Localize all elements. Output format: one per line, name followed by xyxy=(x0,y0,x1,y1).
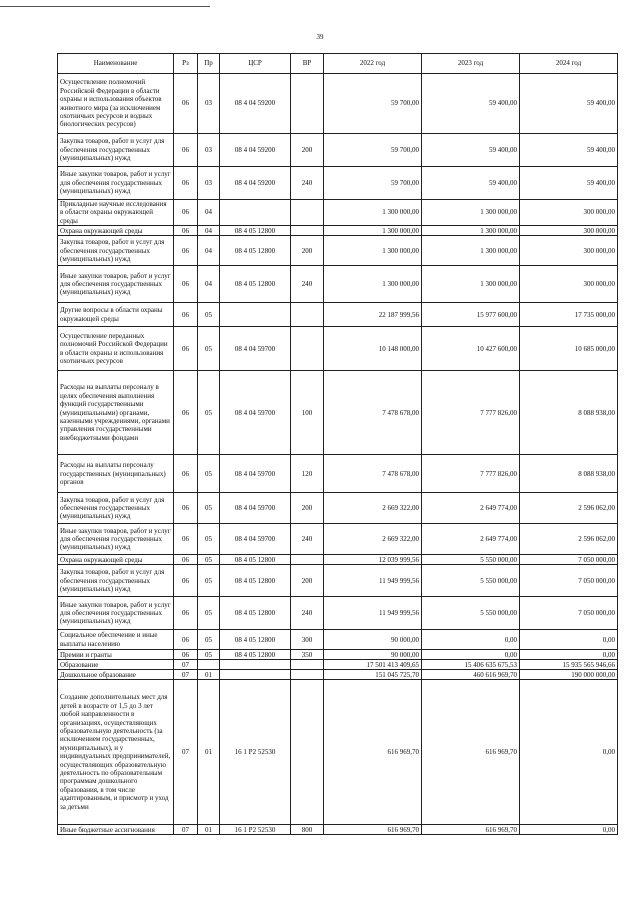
cell-2022: 616 969,70 xyxy=(324,825,422,835)
cell-2023: 460 616 969,70 xyxy=(422,670,520,680)
cell-2022: 17 501 413 409,65 xyxy=(324,660,422,670)
cell-name: Иные бюджетные ассигнования xyxy=(58,825,174,835)
cell-name: Другие вопросы в области охраны окружающей среды xyxy=(58,303,174,327)
cell-name: Расходы на выплаты персоналу государственных (муниципальных) органов xyxy=(58,455,174,493)
cell-pr: 04 xyxy=(198,266,220,303)
cell-vr: 200 xyxy=(291,134,324,167)
cell-name: Закупка товаров, работ и услуг для обеспечения государственных (муниципальных) нужд xyxy=(58,134,174,167)
cell-2023: 59 400,00 xyxy=(422,134,520,167)
cell-2023: 1 300 000,00 xyxy=(422,266,520,303)
cell-csr: 08 4 04 59700 xyxy=(220,327,291,371)
cell-vr: 350 xyxy=(291,650,324,660)
cell-rz: 07 xyxy=(174,670,198,680)
cell-2023: 616 969,70 xyxy=(422,825,520,835)
top-rule xyxy=(0,6,210,7)
cell-pr: 05 xyxy=(198,371,220,455)
cell-2024: 7 050 000,00 xyxy=(520,597,618,630)
cell-csr: 08 4 05 12800 xyxy=(220,630,291,650)
cell-rz: 06 xyxy=(174,597,198,630)
page-number: 39 xyxy=(316,33,324,41)
cell-2023: 1 300 000,00 xyxy=(422,226,520,236)
cell-csr xyxy=(220,660,291,670)
cell-name: Охрана окружающей среды xyxy=(58,226,174,236)
cell-2022: 7 478 678,00 xyxy=(324,371,422,455)
cell-csr: 08 4 05 12800 xyxy=(220,226,291,236)
cell-2024: 0,00 xyxy=(520,630,618,650)
cell-2024: 59 400,00 xyxy=(520,74,618,134)
cell-2023: 15 977 600,00 xyxy=(422,303,520,327)
header-2022: 2022 год xyxy=(324,54,422,74)
table-header-row xyxy=(58,54,618,74)
table-row xyxy=(58,825,618,835)
cell-vr xyxy=(291,200,324,226)
cell-vr: 800 xyxy=(291,825,324,835)
cell-pr: 03 xyxy=(198,134,220,167)
cell-csr xyxy=(220,200,291,226)
cell-csr: 08 4 04 59700 xyxy=(220,455,291,493)
cell-rz: 07 xyxy=(174,660,198,670)
cell-rz: 06 xyxy=(174,74,198,134)
cell-2024: 300 000,00 xyxy=(520,266,618,303)
cell-pr: 05 xyxy=(198,303,220,327)
cell-csr: 08 4 04 59200 xyxy=(220,134,291,167)
cell-pr: 04 xyxy=(198,200,220,226)
cell-name: Создание дополнительных мест для детей в возрасте от 1,5 до 3 лет любой направленности в организациях, осуществляющих образовательную деятельность (за исключением государственных, муниципальных), и у индивидуальных предпринимателей, осуществляющих образовательную деятельность по образовательным программам дошкольного образования, в том числе адаптированным, и присмотр и уход за детьми xyxy=(58,680,174,825)
cell-2023: 5 550 000,00 xyxy=(422,555,520,565)
cell-name: Дошкольное образование xyxy=(58,670,174,680)
cell-2023: 2 649 774,00 xyxy=(422,493,520,524)
cell-2023: 7 777 826,00 xyxy=(422,371,520,455)
table-row xyxy=(58,226,618,236)
cell-2023: 15 406 635 675,53 xyxy=(422,660,520,670)
cell-name: Образование xyxy=(58,660,174,670)
table-row xyxy=(58,167,618,200)
cell-2022: 10 148 000,00 xyxy=(324,327,422,371)
cell-vr: 100 xyxy=(291,371,324,455)
cell-csr: 08 4 05 12800 xyxy=(220,565,291,597)
cell-pr: 05 xyxy=(198,597,220,630)
cell-2024: 190 000 000,00 xyxy=(520,670,618,680)
table-row xyxy=(58,670,618,680)
table-row xyxy=(58,236,618,266)
cell-vr: 240 xyxy=(291,167,324,200)
cell-rz: 06 xyxy=(174,630,198,650)
cell-rz: 06 xyxy=(174,167,198,200)
cell-csr: 08 4 05 12800 xyxy=(220,555,291,565)
cell-pr: 04 xyxy=(198,236,220,266)
cell-vr: 200 xyxy=(291,565,324,597)
cell-csr: 16 1 P2 52530 xyxy=(220,680,291,825)
cell-rz: 06 xyxy=(174,236,198,266)
cell-vr xyxy=(291,303,324,327)
cell-name: Охрана окружающей среды xyxy=(58,555,174,565)
table-row xyxy=(58,565,618,597)
header-rz: Рз xyxy=(174,54,198,74)
cell-name: Расходы на выплаты персоналу в целях обеспечения выполнения функций государственными (муниципальными) органами, казенными учреждениями, органами управления государственными внебюджетными фондами xyxy=(58,371,174,455)
cell-csr xyxy=(220,303,291,327)
cell-2024: 15 935 565 946,66 xyxy=(520,660,618,670)
table-row xyxy=(58,327,618,371)
cell-rz: 07 xyxy=(174,825,198,835)
cell-vr: 240 xyxy=(291,597,324,630)
cell-pr: 05 xyxy=(198,630,220,650)
cell-2023: 0,00 xyxy=(422,630,520,650)
cell-pr: 05 xyxy=(198,524,220,555)
cell-csr: 16 1 P2 52530 xyxy=(220,825,291,835)
cell-csr: 08 4 04 59700 xyxy=(220,371,291,455)
cell-name: Иные закупки товаров, работ и услуг для обеспечения государственных (муниципальных) нужд xyxy=(58,167,174,200)
cell-2024: 17 735 000,00 xyxy=(520,303,618,327)
cell-2024: 59 400,00 xyxy=(520,134,618,167)
cell-rz: 06 xyxy=(174,455,198,493)
cell-name: Иные закупки товаров, работ и услуг для обеспечения государственных (муниципальных) нужд xyxy=(58,266,174,303)
table-row xyxy=(58,303,618,327)
table-row xyxy=(58,680,618,825)
cell-pr: 05 xyxy=(198,327,220,371)
cell-pr xyxy=(198,660,220,670)
cell-2024: 300 000,00 xyxy=(520,226,618,236)
cell-2024: 0,00 xyxy=(520,650,618,660)
cell-vr: 200 xyxy=(291,236,324,266)
cell-2022: 59 700,00 xyxy=(324,74,422,134)
cell-pr: 01 xyxy=(198,680,220,825)
cell-csr: 08 4 05 12800 xyxy=(220,266,291,303)
cell-name: Осуществление полномочий Российской Федерации в области охраны и использования объектов животного мира (за исключением охотничьих ресурсов и водных биологических ресурсов) xyxy=(58,74,174,134)
cell-rz: 06 xyxy=(174,327,198,371)
cell-csr: 08 4 04 59200 xyxy=(220,167,291,200)
cell-pr: 05 xyxy=(198,555,220,565)
cell-2022: 59 700,00 xyxy=(324,134,422,167)
cell-2022: 2 669 322,00 xyxy=(324,524,422,555)
table-row xyxy=(58,660,618,670)
header-2023: 2023 год xyxy=(422,54,520,74)
cell-2023: 1 300 000,00 xyxy=(422,200,520,226)
cell-csr: 08 4 04 59200 xyxy=(220,74,291,134)
cell-vr xyxy=(291,660,324,670)
cell-name: Социальное обеспечение и иные выплаты населению xyxy=(58,630,174,650)
cell-2022: 1 300 000,00 xyxy=(324,236,422,266)
cell-2024: 0,00 xyxy=(520,825,618,835)
cell-2022: 1 300 000,00 xyxy=(324,226,422,236)
cell-2024: 2 596 062,00 xyxy=(520,493,618,524)
cell-2023: 0,00 xyxy=(422,650,520,660)
cell-2024: 7 050 000,00 xyxy=(520,555,618,565)
header-name: Наименование xyxy=(58,54,174,74)
cell-rz: 06 xyxy=(174,565,198,597)
cell-name: Осуществление переданных полномочий Российской Федерации в области охраны и использования охотничьих ресурсов xyxy=(58,327,174,371)
cell-2024: 300 000,00 xyxy=(520,200,618,226)
cell-2023: 59 400,00 xyxy=(422,74,520,134)
table-row xyxy=(58,455,618,493)
cell-name: Закупка товаров, работ и услуг для обеспечения государственных (муниципальных) нужд xyxy=(58,236,174,266)
header-2024: 2024 год xyxy=(520,54,618,74)
cell-2024: 10 685 000,00 xyxy=(520,327,618,371)
cell-2024: 7 050 000,00 xyxy=(520,565,618,597)
table-row xyxy=(58,493,618,524)
table-row xyxy=(58,200,618,226)
table-row xyxy=(58,555,618,565)
table-row xyxy=(58,266,618,303)
cell-2022: 616 969,70 xyxy=(324,680,422,825)
cell-2024: 8 088 938,00 xyxy=(520,371,618,455)
header-vr: ВР xyxy=(291,54,324,74)
cell-rz: 06 xyxy=(174,226,198,236)
cell-vr: 200 xyxy=(291,493,324,524)
cell-2022: 7 478 678,00 xyxy=(324,455,422,493)
cell-2023: 59 400,00 xyxy=(422,167,520,200)
table-row xyxy=(58,371,618,455)
cell-csr: 08 4 05 12800 xyxy=(220,650,291,660)
cell-vr xyxy=(291,680,324,825)
cell-pr: 05 xyxy=(198,455,220,493)
cell-2023: 2 649 774,00 xyxy=(422,524,520,555)
cell-vr: 120 xyxy=(291,455,324,493)
cell-rz: 07 xyxy=(174,680,198,825)
cell-name: Закупка товаров, работ и услуг для обеспечения государственных (муниципальных) нужд xyxy=(58,565,174,597)
cell-2024: 2 596 062,00 xyxy=(520,524,618,555)
cell-csr: 08 4 04 59700 xyxy=(220,524,291,555)
cell-rz: 06 xyxy=(174,303,198,327)
header-pr: Пр xyxy=(198,54,220,74)
table-row xyxy=(58,524,618,555)
cell-pr: 03 xyxy=(198,74,220,134)
cell-rz: 06 xyxy=(174,371,198,455)
cell-2022: 11 949 999,56 xyxy=(324,565,422,597)
cell-2023: 1 300 000,00 xyxy=(422,236,520,266)
cell-name: Иные закупки товаров, работ и услуг для обеспечения государственных (муниципальных) нужд xyxy=(58,524,174,555)
cell-2023: 7 777 826,00 xyxy=(422,455,520,493)
cell-csr: 08 4 05 12800 xyxy=(220,236,291,266)
header-csr: ЦСР xyxy=(220,54,291,74)
cell-csr xyxy=(220,670,291,680)
cell-2023: 5 550 000,00 xyxy=(422,597,520,630)
cell-2022: 90 000,00 xyxy=(324,630,422,650)
cell-vr xyxy=(291,327,324,371)
cell-2022: 12 039 999,56 xyxy=(324,555,422,565)
cell-csr: 08 4 04 59700 xyxy=(220,493,291,524)
cell-2023: 10 427 600,00 xyxy=(422,327,520,371)
cell-vr: 240 xyxy=(291,266,324,303)
cell-pr: 01 xyxy=(198,670,220,680)
cell-2023: 5 550 000,00 xyxy=(422,565,520,597)
cell-rz: 06 xyxy=(174,200,198,226)
cell-2022: 11 949 999,56 xyxy=(324,597,422,630)
cell-pr: 05 xyxy=(198,650,220,660)
cell-vr xyxy=(291,74,324,134)
cell-rz: 06 xyxy=(174,134,198,167)
cell-2022: 1 300 000,00 xyxy=(324,266,422,303)
table-row xyxy=(58,650,618,660)
cell-vr: 240 xyxy=(291,524,324,555)
cell-2022: 22 187 999,56 xyxy=(324,303,422,327)
cell-2022: 59 700,00 xyxy=(324,167,422,200)
cell-pr: 05 xyxy=(198,493,220,524)
cell-rz: 06 xyxy=(174,524,198,555)
cell-2024: 0,00 xyxy=(520,680,618,825)
cell-2022: 90 000,00 xyxy=(324,650,422,660)
cell-name: Прикладные научные исследования в области охраны окружающей среды xyxy=(58,200,174,226)
cell-rz: 06 xyxy=(174,650,198,660)
cell-name: Закупка товаров, работ и услуг для обеспечения государственных (муниципальных) нужд xyxy=(58,493,174,524)
table-row xyxy=(58,134,618,167)
budget-table xyxy=(57,53,618,835)
cell-pr: 01 xyxy=(198,825,220,835)
cell-2024: 59 400,00 xyxy=(520,167,618,200)
cell-2022: 151 045 725,70 xyxy=(324,670,422,680)
cell-rz: 06 xyxy=(174,266,198,303)
cell-2022: 1 300 000,00 xyxy=(324,200,422,226)
cell-vr xyxy=(291,226,324,236)
table-row xyxy=(58,74,618,134)
table-row xyxy=(58,597,618,630)
cell-pr: 05 xyxy=(198,565,220,597)
cell-vr: 300 xyxy=(291,630,324,650)
cell-2022: 2 669 322,00 xyxy=(324,493,422,524)
cell-csr: 08 4 05 12800 xyxy=(220,597,291,630)
cell-name: Иные закупки товаров, работ и услуг для обеспечения государственных (муниципальных) нужд xyxy=(58,597,174,630)
cell-vr xyxy=(291,555,324,565)
cell-rz: 06 xyxy=(174,493,198,524)
cell-vr xyxy=(291,670,324,680)
cell-pr: 03 xyxy=(198,167,220,200)
table-row xyxy=(58,630,618,650)
cell-2023: 616 969,70 xyxy=(422,680,520,825)
cell-pr: 04 xyxy=(198,226,220,236)
cell-rz: 06 xyxy=(174,555,198,565)
cell-name: Премии и гранты xyxy=(58,650,174,660)
cell-2024: 300 000,00 xyxy=(520,236,618,266)
cell-2024: 8 088 938,00 xyxy=(520,455,618,493)
